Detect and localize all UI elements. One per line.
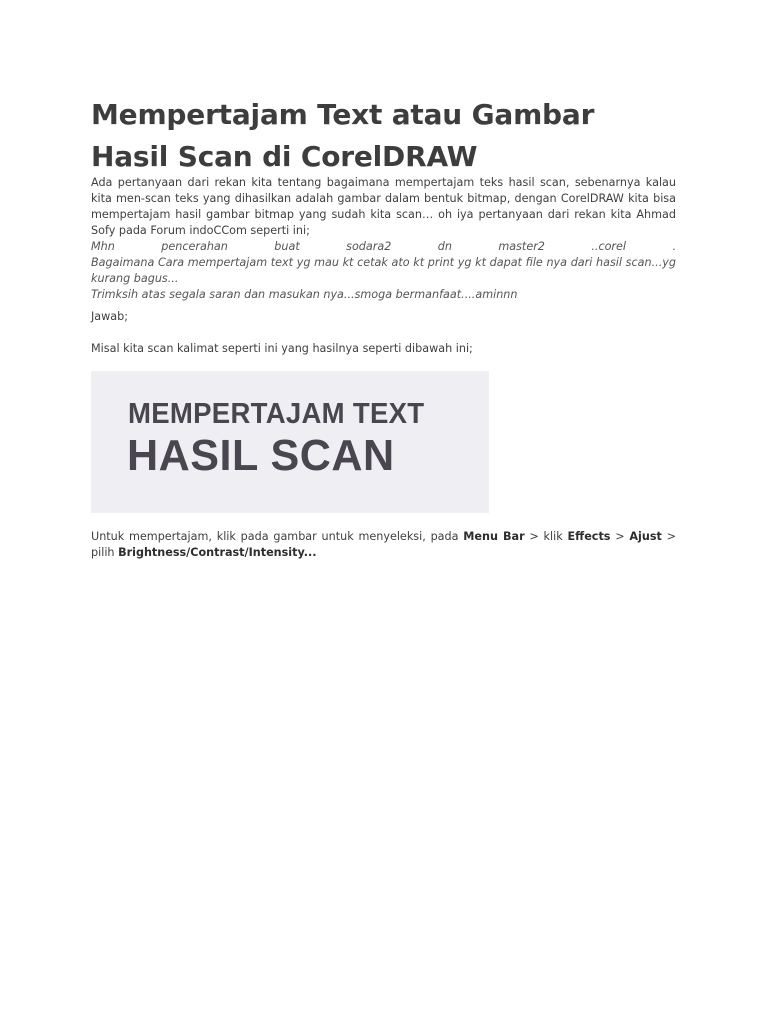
- quote-word: ..corel: [591, 240, 627, 253]
- menu-bar-label: Menu Bar: [463, 530, 525, 543]
- quote-word: dn: [437, 240, 452, 253]
- quote-word: master2: [498, 240, 545, 253]
- instruction-paragraph: [91, 529, 676, 561]
- article-title: Mempertajam Text atau Gambar Hasil Scan di CorelDRAW: [91, 98, 595, 173]
- example-intro: Misal kita scan kalimat seperti ini yang hasilnya seperti dibawah ini;: [91, 342, 473, 355]
- article: [91, 94, 676, 561]
- scan-image-line-2: HASIL SCAN: [127, 431, 395, 480]
- effects-label: Effects: [567, 530, 611, 543]
- instruction-separator: > pilih: [91, 530, 677, 559]
- answer-label: Jawab;: [91, 310, 129, 323]
- instruction-separator: > klik: [524, 530, 568, 543]
- ajust-label: Ajust: [629, 530, 662, 543]
- quote-word: pencerahan: [161, 240, 228, 253]
- quote-word: sodara2: [346, 240, 392, 253]
- quote-word: Mhn: [91, 240, 115, 253]
- quote-word: .: [672, 240, 676, 253]
- quote-line-1: [91, 239, 676, 255]
- scanned-text-image[interactable]: [91, 371, 489, 513]
- instruction-separator: >: [610, 530, 630, 543]
- quote-word: buat: [274, 240, 300, 253]
- quote-line-2: Bagaimana Cara mempertajam text yg mau kt cetak ato kt print yg kt dapat file nya dari hasil scan...yg kurang bagus...: [91, 256, 676, 285]
- instruction-text: Untuk mempertajam, klik pada gambar untuk menyeleksi, pada: [91, 530, 464, 543]
- intro-paragraph: Ada pertanyaan dari rekan kita tentang bagaimana mempertajam teks hasil scan, sebenarnya kalau kita men-scan teks yang dihasilkan adalah gambar dalam bentuk bitmap, dengan CorelDRAW kita bisa mempertajam hasil gambar bitmap yang sudah kita scan… oh iya pertanyaan dari rekan kita Ahmad Sofy pada Forum indoCCom seperti ini;: [91, 176, 676, 237]
- scan-image-line-1: MEMPERTAJAM TEXT: [128, 398, 425, 430]
- quote-line-3: Trimksih atas segala saran dan masukan nya...smoga bermanfaat....aminnn: [91, 288, 518, 301]
- brightness-label: Brightness/Contrast/Intensity...: [118, 546, 317, 559]
